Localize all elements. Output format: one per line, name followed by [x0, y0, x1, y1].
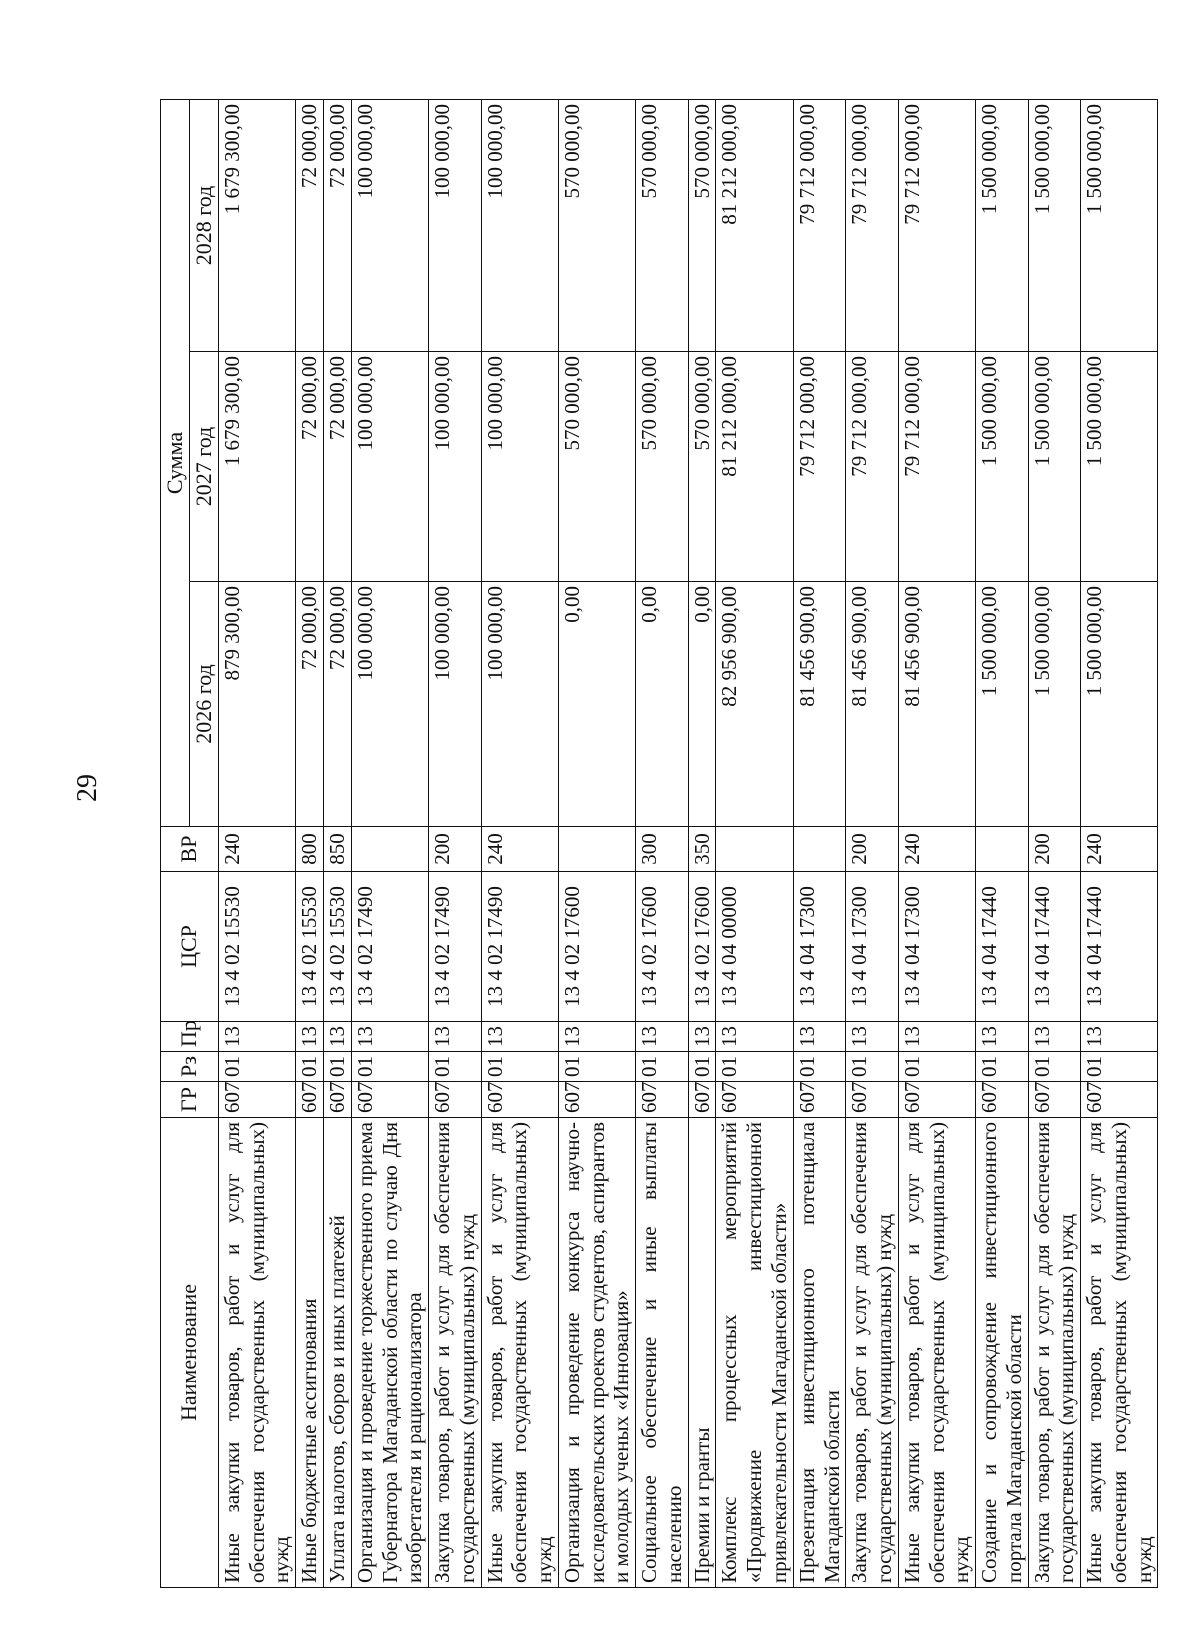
cell-pr: 13	[558, 1022, 635, 1052]
cell-csr: 13 4 02 17490	[351, 872, 428, 1022]
cell-2028: 570 000,00	[688, 100, 716, 352]
cell-2027: 1 679 300,00	[218, 352, 295, 582]
cell-2026: 81 456 900,00	[846, 582, 899, 827]
cell-2028: 72 000,00	[323, 100, 351, 352]
cell-pr: 13	[1081, 1022, 1158, 1052]
cell-csr: 13 4 02 17600	[558, 872, 635, 1022]
cell-csr: 13 4 02 15530	[296, 872, 324, 1022]
cell-csr: 13 4 04 17300	[846, 872, 899, 1022]
cell-2026: 100 000,00	[351, 582, 428, 827]
cell-vr: 200	[1028, 827, 1081, 872]
table-row	[296, 100, 324, 1588]
cell-name: Презентация инвестиционного потенциала Магаданской области	[793, 1118, 846, 1588]
cell-vr: 240	[481, 827, 558, 872]
cell-csr: 13 4 04 17440	[1081, 872, 1158, 1022]
table-row	[1028, 100, 1081, 1588]
cell-2028: 1 679 300,00	[218, 100, 295, 352]
cell-2028: 1 500 000,00	[1028, 100, 1081, 352]
cell-2028: 100 000,00	[351, 100, 428, 352]
cell-gr: 607	[429, 1082, 482, 1118]
cell-2028: 79 712 000,00	[898, 100, 975, 352]
cell-2026: 0,00	[636, 582, 689, 827]
cell-2027: 100 000,00	[429, 352, 482, 582]
cell-csr: 13 4 02 17600	[636, 872, 689, 1022]
cell-csr: 13 4 04 17300	[793, 872, 846, 1022]
cell-2026: 1 500 000,00	[1081, 582, 1158, 827]
cell-rz: 01	[1081, 1052, 1158, 1082]
cell-rz: 01	[429, 1052, 482, 1082]
table-body	[218, 100, 1158, 1588]
cell-vr: 850	[323, 827, 351, 872]
cell-2027: 81 212 000,00	[716, 352, 793, 582]
cell-name: Иные закупки товаров, работ и услуг для обеспечения государственных (муниципальных) нужд	[898, 1118, 975, 1588]
cell-vr	[976, 827, 1029, 872]
cell-2028: 1 500 000,00	[976, 100, 1029, 352]
cell-gr: 607	[218, 1082, 295, 1118]
cell-2027: 570 000,00	[558, 352, 635, 582]
cell-2028: 72 000,00	[296, 100, 324, 352]
cell-rz: 01	[846, 1052, 899, 1082]
cell-csr: 13 4 04 00000	[716, 872, 793, 1022]
cell-2027: 79 712 000,00	[846, 352, 899, 582]
cell-2027: 72 000,00	[296, 352, 324, 582]
cell-2027: 1 500 000,00	[976, 352, 1029, 582]
cell-pr: 13	[218, 1022, 295, 1052]
cell-2027: 1 500 000,00	[1028, 352, 1081, 582]
cell-csr: 13 4 02 17490	[429, 872, 482, 1022]
cell-csr: 13 4 04 17300	[898, 872, 975, 1022]
cell-2027: 570 000,00	[688, 352, 716, 582]
cell-pr: 13	[716, 1022, 793, 1052]
cell-gr: 607	[716, 1082, 793, 1118]
cell-gr: 607	[846, 1082, 899, 1118]
cell-pr: 13	[351, 1022, 428, 1052]
table-row	[1081, 100, 1158, 1588]
cell-gr: 607	[636, 1082, 689, 1118]
cell-rz: 01	[688, 1052, 716, 1082]
cell-2026: 81 456 900,00	[898, 582, 975, 827]
cell-gr: 607	[351, 1082, 428, 1118]
cell-gr: 607	[1081, 1082, 1158, 1118]
table-row	[716, 100, 793, 1588]
cell-csr: 13 4 02 17600	[688, 872, 716, 1022]
table-row	[351, 100, 428, 1588]
table-row	[558, 100, 635, 1588]
cell-csr: 13 4 02 15530	[218, 872, 295, 1022]
cell-vr: 300	[636, 827, 689, 872]
cell-vr: 200	[846, 827, 899, 872]
table-header-row	[161, 100, 190, 1588]
cell-2027: 79 712 000,00	[793, 352, 846, 582]
cell-2026: 81 456 900,00	[793, 582, 846, 827]
table-row	[429, 100, 482, 1588]
cell-name: Социальное обеспечение и иные выплаты населению	[636, 1118, 689, 1588]
cell-2027: 1 500 000,00	[1081, 352, 1158, 582]
cell-2027: 79 712 000,00	[898, 352, 975, 582]
cell-rz: 01	[793, 1052, 846, 1082]
cell-gr: 607	[323, 1082, 351, 1118]
cell-vr: 200	[429, 827, 482, 872]
cell-vr: 800	[296, 827, 324, 872]
cell-name: Комплекс процессных мероприятий «Продвижение инвестиционной привлекательности Магаданской области»	[716, 1118, 793, 1588]
cell-vr	[558, 827, 635, 872]
cell-2027: 570 000,00	[636, 352, 689, 582]
table-row	[688, 100, 716, 1588]
cell-vr	[351, 827, 428, 872]
cell-name: Организация и проведение торжественного приема Губернатора Магаданской области по случаю Дня изобретателя и рационализатора	[351, 1118, 428, 1588]
cell-name: Премии и гранты	[688, 1118, 716, 1588]
cell-pr: 13	[323, 1022, 351, 1052]
table-row	[976, 100, 1029, 1588]
cell-2026: 72 000,00	[296, 582, 324, 827]
col-header-vr: ВР	[161, 827, 219, 872]
table-row	[218, 100, 295, 1588]
cell-name: Иные закупки товаров, работ и услуг для обеспечения государственных (муниципальных) нужд	[1081, 1118, 1158, 1588]
cell-2026: 100 000,00	[429, 582, 482, 827]
cell-2026: 100 000,00	[481, 582, 558, 827]
cell-name: Закупка товаров, работ и услуг для обеспечения государственных (муниципальных) нужд	[846, 1118, 899, 1588]
cell-rz: 01	[636, 1052, 689, 1082]
table-row	[636, 100, 689, 1588]
cell-name: Иные бюджетные ассигнования	[296, 1118, 324, 1588]
cell-csr: 13 4 02 17490	[481, 872, 558, 1022]
col-header-gr: ГР	[161, 1082, 219, 1118]
cell-pr: 13	[429, 1022, 482, 1052]
table-row	[846, 100, 899, 1588]
col-header-rz: Рз	[161, 1052, 219, 1082]
cell-2026: 879 300,00	[218, 582, 295, 827]
table-row	[898, 100, 975, 1588]
cell-pr: 13	[636, 1022, 689, 1052]
cell-2028: 1 500 000,00	[1081, 100, 1158, 352]
budget-table	[160, 99, 1158, 1588]
cell-gr: 607	[481, 1082, 558, 1118]
col-header-name: Наименование	[161, 1118, 219, 1588]
cell-name: Создание и сопровождение инвестиционного портала Магаданской области	[976, 1118, 1029, 1588]
cell-name: Уплата налогов, сборов и иных платежей	[323, 1118, 351, 1588]
cell-2027: 100 000,00	[481, 352, 558, 582]
cell-2028: 79 712 000,00	[793, 100, 846, 352]
cell-csr: 13 4 04 17440	[1028, 872, 1081, 1022]
cell-csr: 13 4 04 17440	[976, 872, 1029, 1022]
table-row	[793, 100, 846, 1588]
cell-2028: 100 000,00	[481, 100, 558, 352]
cell-2028: 79 712 000,00	[846, 100, 899, 352]
cell-2026: 82 956 900,00	[716, 582, 793, 827]
page-number: 29	[72, 774, 103, 802]
cell-pr: 13	[846, 1022, 899, 1052]
cell-2026: 1 500 000,00	[1028, 582, 1081, 827]
cell-rz: 01	[218, 1052, 295, 1082]
cell-gr: 607	[688, 1082, 716, 1118]
col-header-2028: 2028 год	[189, 100, 218, 352]
cell-rz: 01	[898, 1052, 975, 1082]
cell-gr: 607	[793, 1082, 846, 1118]
col-header-2027: 2027 год	[189, 352, 218, 582]
cell-pr: 13	[793, 1022, 846, 1052]
cell-vr	[793, 827, 846, 872]
cell-2026: 72 000,00	[323, 582, 351, 827]
cell-gr: 607	[976, 1082, 1029, 1118]
col-header-pr: Пр	[161, 1022, 219, 1052]
cell-pr: 13	[688, 1022, 716, 1052]
cell-rz: 01	[323, 1052, 351, 1082]
cell-vr	[716, 827, 793, 872]
cell-2028: 570 000,00	[558, 100, 635, 352]
cell-pr: 13	[976, 1022, 1029, 1052]
table-row	[481, 100, 558, 1588]
cell-2026: 0,00	[688, 582, 716, 827]
cell-vr: 350	[688, 827, 716, 872]
cell-gr: 607	[898, 1082, 975, 1118]
cell-name: Закупка товаров, работ и услуг для обеспечения государственных (муниципальных) нужд	[429, 1118, 482, 1588]
cell-rz: 01	[1028, 1052, 1081, 1082]
cell-name: Иные закупки товаров, работ и услуг для обеспечения государственных (муниципальных) нужд	[481, 1118, 558, 1588]
cell-gr: 607	[558, 1082, 635, 1118]
cell-2027: 72 000,00	[323, 352, 351, 582]
cell-rz: 01	[976, 1052, 1029, 1082]
cell-2026: 1 500 000,00	[976, 582, 1029, 827]
cell-2028: 81 212 000,00	[716, 100, 793, 352]
cell-gr: 607	[296, 1082, 324, 1118]
cell-2028: 100 000,00	[429, 100, 482, 352]
cell-pr: 13	[898, 1022, 975, 1052]
col-header-sum: Сумма	[161, 100, 190, 827]
cell-2027: 100 000,00	[351, 352, 428, 582]
table-row	[323, 100, 351, 1588]
cell-rz: 01	[351, 1052, 428, 1082]
rotated-table-container	[160, 100, 1156, 1588]
cell-rz: 01	[716, 1052, 793, 1082]
col-header-csr: ЦСР	[161, 872, 219, 1022]
cell-csr: 13 4 02 15530	[323, 872, 351, 1022]
cell-pr: 13	[296, 1022, 324, 1052]
cell-name: Организация и проведение конкурса научно-исследовательских проектов студентов, аспирантов и молодых ученых «Инновация»	[558, 1118, 635, 1588]
cell-name: Иные закупки товаров, работ и услуг для обеспечения государственных (муниципальных) нужд	[218, 1118, 295, 1588]
cell-2026: 0,00	[558, 582, 635, 827]
cell-vr: 240	[898, 827, 975, 872]
cell-rz: 01	[481, 1052, 558, 1082]
col-header-2026: 2026 год	[189, 582, 218, 827]
cell-rz: 01	[296, 1052, 324, 1082]
cell-gr: 607	[1028, 1082, 1081, 1118]
cell-rz: 01	[558, 1052, 635, 1082]
cell-vr: 240	[1081, 827, 1158, 872]
cell-name: Закупка товаров, работ и услуг для обеспечения государственных (муниципальных) нужд	[1028, 1118, 1081, 1588]
cell-2028: 570 000,00	[636, 100, 689, 352]
cell-pr: 13	[1028, 1022, 1081, 1052]
cell-vr: 240	[218, 827, 295, 872]
cell-pr: 13	[481, 1022, 558, 1052]
